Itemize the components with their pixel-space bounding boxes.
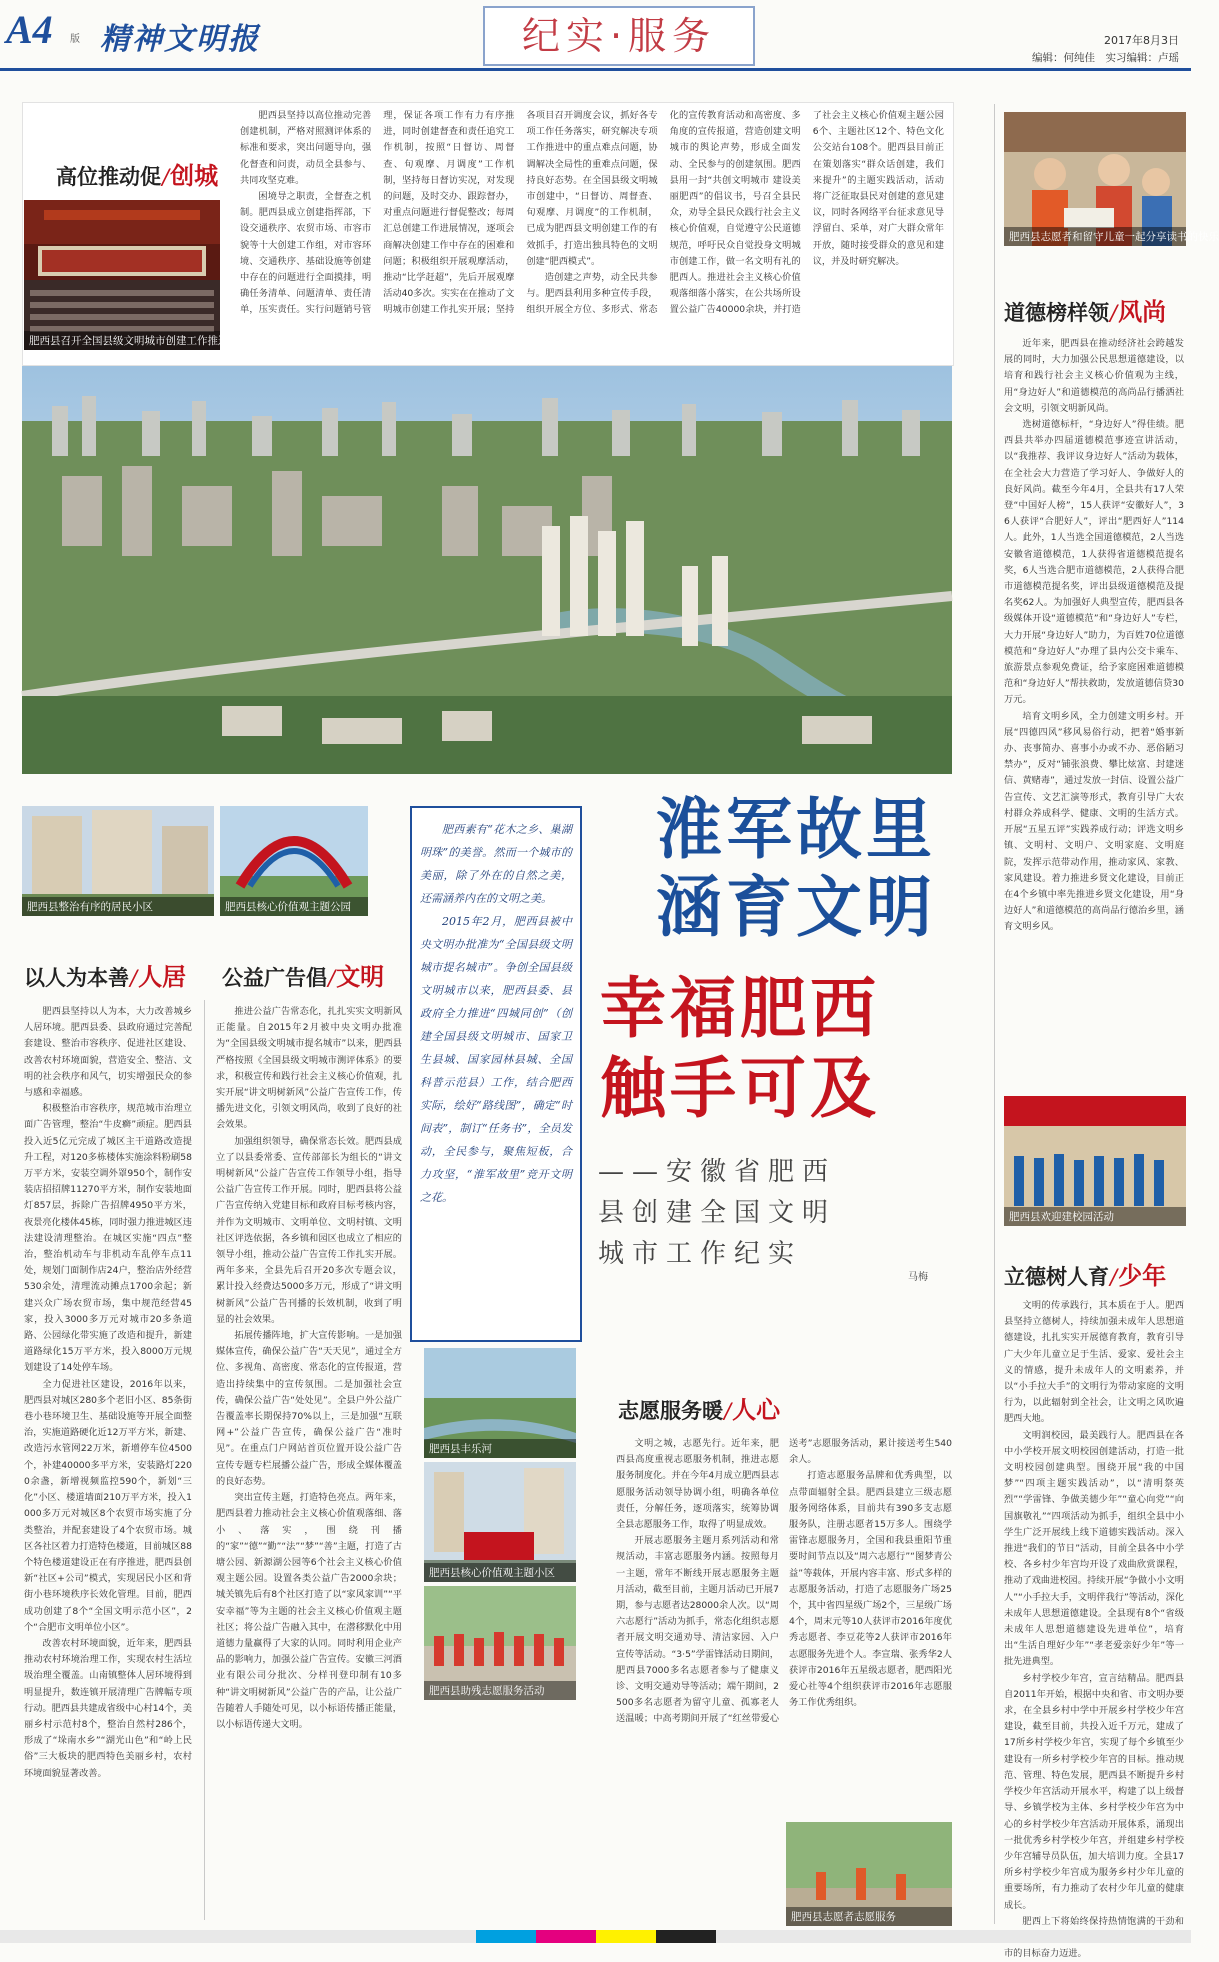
paragraph: 培育文明乡风，全力创建文明乡村。开展“四德四风”移风易俗行动，把着“婚事新办、丧事简办、喜事小办或不办、恶俗陋习禁办”，反对“铺张浪费、攀比炫富、封建迷信、黄赌毒”，通过发放一封信、设置公益广告宣传、文艺汇演等形式，教育引导广大农村群众养成科学、健康、文明的生活方式。开展“五星五评”实践养成行动；评选文明乡镇、文明村、文明户、文明家庭、文明庭院，发挥示范带动作用，推动家风、家教、家风建设。着力推进乡贤文化建设，目前正在4个乡镇中率先推进乡贤文化建设，用“身边好人”和道德模范的高尚品行德治乡里，涵育文明乡风。 [1004, 710, 1184, 933]
meeting-hall-image [24, 200, 220, 350]
paragraph: 选树道德标杆，“身边好人”得佳绩。肥西县共举办四届道德模范事迹宣讲活动，以“我推荐、我评议身边好人”活动为载体，在全社会大力营造了学习好人、争做好人的良好风尚。截至今年4月，全县共有17人荣登“中国好人榜”，15人获评“安徽好人”，36人获评“合肥好人”，评出“肥西好人”114人。此外，1人当选全国道德模范，2人当选安徽省道德模范，1人获得省道德模范提名奖，6人当选合肥市道德模范，2人获得合肥市道德模范提名奖，评出县级道德模范及提名奖62人。为加强好人典型宣传，肥西县各级媒体开设“道德模范”和“身边好人”专栏，大力开展“身边好人”助力，为百姓70位道德模范和“身边好人”办理了县内公交卡乘车、旅游景点参观免费证，给予家庭困难道德模范和“身边好人”帮扶救助，发放道德信贷30万元。 [1004, 419, 1184, 706]
byline: 马梅 [908, 1272, 928, 1283]
section-title: 纪实·服务 [521, 14, 717, 58]
paragraph: 改善农村环境面貌，近年来，肥西县推动农村环境治理工作，实现农村生活垃圾治理全覆盖。山南镇整体人居环境得到明显提升，数连镇开展清理广告牌幅专项行动。肥西县共建成省级中心村14个，美丽乡村示范村8个，整治自然村286个，形成了“垛南水乡”“湖光山色”和“岭上民俗”三大板块的肥西特色美丽乡村，农村环境面貌显著改善。 [24, 1637, 192, 1779]
section-heading-renxin: 志愿服务暖/人心 [618, 1396, 781, 1424]
photo-children [1004, 112, 1219, 246]
heading-lead: 立德树人育 [1004, 1265, 1109, 1289]
paragraph: 积极整治市容秩序，规范城市治理立面广告管理，整治“牛皮癣”顽症。肥西县投入近5亿元完成了城区主干道路改造提升工程，对120多栋楼体实施涂料粉刷58万平方米，安装空调外罩950个，制作安装店招招牌11270平方米，制作安装地面灯857层，拆除广告招牌4950平方米，夜景亮化楼体45栋，同时强力推进城区违法建设清理整治。在城区实施“四点”整治，整治机动车与非机动车乱停车点11处，规划门面制作店24户，整治店外经营530余处，清理流动摊点1700余起；新建兴众广场农贸市场，集中规范经营45家，投入3000多万元对城市20多条道路、公园绿化带实施了改造和提升，新建道路绿化15万平方米，投入8000万元规划建设了14处停车场。 [24, 1103, 192, 1374]
heading-lead: 志愿服务暖 [618, 1399, 723, 1423]
section-banner [483, 6, 755, 66]
headline-line: 涵育文明 [656, 868, 936, 946]
caption-residence: 肥西县整治有序的居民小区 [22, 897, 214, 916]
caption-volunteer-park: 肥西县志愿者志愿服务 [786, 1907, 952, 1926]
lead-paragraph: 2015年2月，肥西县被中央文明办批准为“全国县级文明城市提名城市”。争创全国县级文明城市以来，肥西县委、县政府全力推进“四城同创”（创建全国县级文明城市、国家卫生县城、国家园林县城、全国科普示范县）工作，结合肥西实际，绘好“路线图”，确定“时间表”，制订“任务书”，全员发动，全民参与，聚焦短板，合力攻坚，“淮军故里”竞开文明之花。 [420, 915, 572, 1204]
caption-volunteers-march: 肥西县助残志愿服务活动 [424, 1681, 576, 1700]
heading-lead: 道德榜样领 [1004, 301, 1109, 325]
photo-meeting [24, 200, 250, 350]
caption-children: 肥西县志愿者和留守儿童一起分享读书的快乐 [1004, 227, 1186, 246]
children-reading-image [1004, 112, 1186, 246]
photo-skyline [22, 366, 952, 774]
photo-volunteer-park [786, 1822, 952, 1926]
paragraph: 肥西上下将始终保持热情饱满的干劲和 市的目标奋力迈进。 [1004, 1915, 1184, 1960]
registration-strip [0, 1930, 1191, 1943]
paragraph: 乡村学校少年宫，宣言结精品。肥西县自2011年开始，根据中央和省、市文明办要求，在全县乡村中学中开展乡村学校少年宫建设，截至目前，共投入近千万元，建成了17所乡村学校少年宫，实现了每个乡镇至少建设有一所乡村学校少年宫的目标。推动规范、管理、特色发展，肥西县不断提升乡村学校少年宫活动开展水平，构建了以上级督导、乡镇学校为主体、乡村学校少年宫为中心的乡村学校少年宫活动开展体系，涌现出一批优秀乡村学校少年宫，并组建乡村学校少年宫辅导员队伍，加大培训力度。全县17所乡村学校少年宫成为服务乡村少年儿童的重要场所，有力推动了农村少年儿童的健康成长。 [1004, 1672, 1184, 1911]
photo-residence [22, 806, 214, 916]
paragraph: 加强组织领导，确保常态长效。肥西县成立了以县委常委、宣传部部长为组长的“讲文明树新风”公益广告宣传工作领导小组，指导公益广告宣传工作开展。同时，肥西县将公益广告宣传纳入党建目标和政府目标考核内容，并作为文明城市、文明单位、文明村镇、文明社区评选依据，各乡镇和园区也成立了相应的领导小组，推动公益广告宣传工作扎实开展。两年多来，全县先后召开20多次专题会议，累计投入经费达5000多万元，形成了“讲文明树新风”公益广告刊播的长效机制，收到了明显的社会效果。 [216, 1135, 402, 1325]
masthead-rule [0, 68, 1191, 71]
heading-lead: 以人为本善 [24, 966, 129, 990]
section-heading-fengshang: 道德榜样领/风尚 [1004, 298, 1167, 326]
paragraph: 肥西县坚持以高位推动完善创建机制，严格对照测评体系的标准和要求，突出问题导向，强化督查和问责，动员全县参与、共同攻坚克难。 [240, 110, 372, 186]
caption-meeting: 肥西县召开全国县级文明城市创建工作推进大会 [24, 331, 220, 350]
caption-ceremony: 肥西县欢迎建校园活动 [1004, 1207, 1186, 1226]
lead-paragraph: 肥西素有“花木之乡、巢湖明珠”的美誉。然而一个城市的美丽，除了外在的自然之美，还需涵养内在的文明之美。 [420, 823, 572, 905]
lead-box [410, 806, 582, 1342]
column-divider [204, 1000, 205, 1920]
article-body-s6 [1004, 1298, 1184, 1960]
paragraph: 打造志愿服务品牌和优秀典型，以点带面辐射全县。肥西县建立三级志愿服务网络体系，目前共有390多支志愿服务队，注册志愿者15万多人。围绕学雷锋志愿服务月，全国和我县重阳节重要时间节点以及“周六志愿行”“图梦青公益”等载体，开展内容丰富、形式多样的志愿服务活动，打造了志愿服务广场25个，其中省四星级广场2个，三星级广场4个，周末元等10人获评市2016年度优秀志愿者、李豆花等2人获评市2016年志愿服务先进个人。李宣瑞、张秀华2人获评市2016年五星级志愿者，肥西阳光爱心社等4个组织获评市2016年志愿服务工作优秀组织。 [789, 1470, 952, 1709]
paragraph: 推进公益广告常态化，扎扎实实文明新风正能量。自2015年2月被中央文明办批准为“全国县级文明城市提名城市”以来，肥西县严格按照《全国县级文明城市测评体系》的要求，积极宣传和践行社会主义核心价值观，扎实开展“讲文明树新风”公益广告宣传工作，传播先进文化，引领文明风尚，收到了良好的社会效果。 [216, 1006, 402, 1131]
page-number: A4 [6, 7, 53, 52]
section-heading-renju: 以人为本善/人居 [24, 963, 187, 991]
newspaper-name: 精神文明报 [100, 22, 260, 57]
photo-volunteers-march [424, 1586, 576, 1700]
caption-park-gate: 肥西县核心价值观主题公园 [220, 897, 368, 916]
paragraph: 全力促进社区建设，2016年以来，肥西县对城区280多个老旧小区、85条街巷小巷环境卫生、基础设施等开展全面整治，实施道路硬化近12万平方米，新建、改造污水管网22万米，新增停车位4500个，补建40000多平方米，安装路灯2200余盏，新增视频监控590个，新划“三化”小区、楼道墙面210万平方米，投入1000多万元对城区8个农贸市场实施了分类整治，并配套建设了4个农贸市场。城区各社区着力打造特色楼道，目前城区88个特色楼道建设正在有序推进，肥西县创新“社区+公司”模式，实现居民小区和背街小巷环境秩序长效化管理。目前，肥西成功创建了8个“全国文明示范小区”，2个“合肥市文明单位小区”。 [24, 1378, 192, 1633]
caption-city-road: 肥西县核心价值观主题小区 [424, 1563, 576, 1582]
article-body-s5 [1004, 336, 1184, 1088]
city-aerial-image [22, 366, 952, 774]
photo-ceremony [1004, 1096, 1186, 1226]
deck-line: ——安徽省肥西 [598, 1157, 837, 1187]
paragraph: 近年来，肥西县在推动经济社会跨越发展的同时，大力加强公民思想道德建设，以培育和践行社会主义核心价值观为主线，用“身边好人”和道德模范的高尚品行播洒社会文明，引领文明新风尚。 [1004, 338, 1184, 414]
section-heading-shaonian: 立德树人育/少年 [1004, 1262, 1167, 1290]
heading-keyword: 风尚 [1118, 298, 1167, 326]
caption-wetland: 肥西县丰乐河 [424, 1439, 576, 1458]
deck-line: 城市工作纪实 [598, 1239, 803, 1269]
paragraph: 文明润校园，最美践行人。肥西县在各中小学校开展文明校园创建活动，打造一批文明校园创建典型。围绕开展“我的中国梦”“四项主题实践活动”，以“清明祭英烈”“学雷锋、争做美德少年”“童心向党”“向国旗敬礼”“四项活动为抓手，组织全县中小学生广泛开展线上线下道德实践活动。深入推进“我们的节日”活动，目前全县各中小学校、各乡村少年宫均开设了戏曲欣赏课程，推动了戏曲进校园。持续开展“争做小小文明人”“小手拉大手，文明伴我行”等活动，深化未成年人思想道德建设。全县现有8个“省级未成年人思想道德建设先进单位”，培育出“生活自理好少年”“孝老爱亲好少年”等一批先进典型。 [1004, 1429, 1184, 1668]
headline-deck [598, 1152, 928, 1275]
deck-line: 县创建全国文明 [598, 1198, 837, 1228]
headline-main [606, 790, 936, 946]
heading-lead: 高位推动促 [56, 165, 161, 189]
paragraph: 文明的传承践行，其本质在于人。肥西县坚持立德树人，持续加强未成年人思想道德建设，扎扎实实开展德育教育，教育引导广大少年儿童立足于生活、爱家、爱社会主义的情感，提升未成年人的文明素养，并以“小手拉大手”的文明行为带动家庭的文明行为，以此辐射到全社会，让文明之风吹遍肥西大地。 [1004, 1300, 1184, 1425]
paragraph: 困境导之职责，全督查之机制。肥西县成立创建指挥部，下设交通秩序、农贸市场、市容市貌等十大创建工作组，对市容环境、交通秩序、基础设施等创建中存在的问题进行全面摸排，明确任务清单、问题清单、责任清单，压实责任。实行问题销号管理，保证各项工作有力有序推进，同时创建督查和责任追究工作机制，按照“日督访、周督查、旬观摩、月调度”工作机制，坚持每日督访实况，对发现的问题，及时交办、跟踪督办，对重点问题进行督促整改；每周汇总创建工作进展情况，逐项会商解决创建工作中存在的困难和问题；积极组织开展观摩活动，推动“比学赶超”，先后开展观摩活动40多次。实实在在推动了文明城市创建工作扎实开展；坚持各项目召开调度会议，抓好各专项工作任务落实，研究解决专项工作推进中的重点难点问题，协调解决全局性的重难点问题，保持良好态势。在全国县级文明城市创建中，“日督访、周督查、旬观摩、月调度”的工作机制，已成为肥西县文明创建工作的有效抓手，打造出独具特色的文明创建“肥西模式”。 [240, 110, 658, 316]
heading-keyword: 人心 [732, 1396, 781, 1424]
paragraph: 突出宣传主题，打造特色亮点。两年来，肥西县着力推动社会主义核心价值观落细、落小、落实，围绕刊播的“家”“德”“勤”“法”“梦”“善”主题，打造了古塘公园、新源湖公园等6个社会主义核心价值观主题公园。设置各类公益广告2000余块；城关镇先后有8个社区打造了以“家风家训”“平安幸福”等为主题的社会主义核心价值观主题社区；将公益广告融入其中，在潜移默化中用道德力量赢得了大家的认同。同时利用企业产品的影响力，加强公益广告宣传。安徽三河酒业有限公司分批次、分样刊登印制有10多种“讲文明树新风”公益广告的产品，让公益广告随着人手随处可见，以小标语传播正能量，以小标语传递大文明。 [216, 1492, 402, 1730]
heading-keyword: 少年 [1118, 1262, 1167, 1290]
paragraph: 肥西县坚持以人为本，大力改善城乡人居环境。肥西县委、县政府通过完善配套建设、整治市容秩序、促进社区建设、改善农村环境面貌，营造安全、整洁、文明的社会秩序和风气，切实增强民众的参与感和幸福感。 [24, 1006, 192, 1099]
heading-lead: 公益广告倡 [222, 966, 327, 990]
page-number-suffix: 版 [70, 34, 80, 45]
paragraph: 开展志愿服务主题月系列活动和常规活动，丰富志愿服务内涵。按照每月一主题，常年不断线开展志愿服务主题月活动，截至目前，主题月活动已开展7期，参与志愿者达28000余人次。以“周六志愿行”活动为抓手，常态化组织志愿者开展文明交通劝导、清洁家园、入户宣传等活动。“3·5”学雷锋活动日期间，肥西县7000多名志愿者参与了健康义诊、文明交通劝导等活动；端午期间，2500多名志愿者为留守儿童、孤寡老人送温暖；中高考期间开展了“红丝带爱心送考”志愿服务活动，累计接送考生540余人。 [616, 1438, 952, 1725]
headline-line: 触手可及 [600, 1049, 880, 1127]
headline-sub [600, 968, 930, 1128]
paragraph: 文明之城，志愿先行。近年来，肥西县高度重视志愿服务机制，推进志愿服务制度化。并在今年4月成立肥西县志愿服务活动领导协调小组，明确各单位责任，分解任务，逐项落实，统筹协调全县志愿服务工作，取得了明显成效。 [616, 1438, 779, 1531]
photo-park-gate [220, 806, 368, 916]
editor-credits: 编辑：何纯佳 实习编辑：卢瑶 [1032, 52, 1179, 64]
headline-line: 淮军故里 [656, 790, 936, 868]
masthead [0, 0, 1191, 72]
photo-wetland [424, 1348, 576, 1458]
paragraph: 拓展传播阵地，扩大宣传影响。一是加强媒体宣传，确保公益广告“天天见”，通过全方位、多视角、高密度、常态化的宣传报道，营造出持续集中的宣传氛围。二是加强社会宣传，确保公益广告“处处见”。全县户外公益广告覆盖率长期保持70%以上，三是加强“互联网+”公益广告宣传，确保公益广告“准时见”。在重点门户网站首页位置开设公益广告宣传专题专栏展播公益广告，形成全媒体覆盖的良好态势。 [216, 1330, 402, 1487]
heading-keyword: 创城 [170, 162, 219, 190]
article-body-s3 [216, 1004, 402, 1924]
right-column-divider [994, 104, 995, 1924]
article-body-s2 [24, 1004, 192, 1924]
photo-city-road [424, 1462, 576, 1582]
paragraph: 造创建之声势，动全民共参与。肥西县利用多种宣传手段，组织开展全方位、多形式、常态化的宣传教育活动和高密度、多角度的宣传报道，营造创建文明城市的舆论声势，形成全面发动、全民参与的创建氛围。肥西县用一封“共创文明城市 建设美丽肥西”的倡议书，号召全县民众，劝导全县民众践行社会主义核心价值观，自觉遵守公民道德规范，呼吁民众自觉投身文明城市创建工作，做一名文明有礼的肥西人。推进社会主义核心价值观落细落小落实，在公共场所设置公益广告40000余块，并打造了社会主义核心价值观主题公园6个、主题社区12个、特色文化公交站台108个。肥西县目前正在策划落实“群众话创建，我们来提升”的主题实践活动，活动将广泛征取县民对创建的意见建议，同时各网络平台征求意见导浮留白、采单，对广大群众常年开放，随时接受群众的意见和建议，并及时研究解决。 [526, 110, 944, 316]
section-heading-wenming: 公益广告倡/文明 [222, 963, 385, 991]
heading-keyword: 文明 [336, 963, 385, 991]
headline-line: 幸福肥西 [600, 969, 880, 1047]
issue-date: 2017年8月3日 [1104, 34, 1179, 47]
article-body-s1 [240, 108, 944, 356]
section-heading-chuangcheng: 高位推动促/创城 [56, 162, 219, 190]
heading-keyword: 人居 [138, 963, 187, 991]
